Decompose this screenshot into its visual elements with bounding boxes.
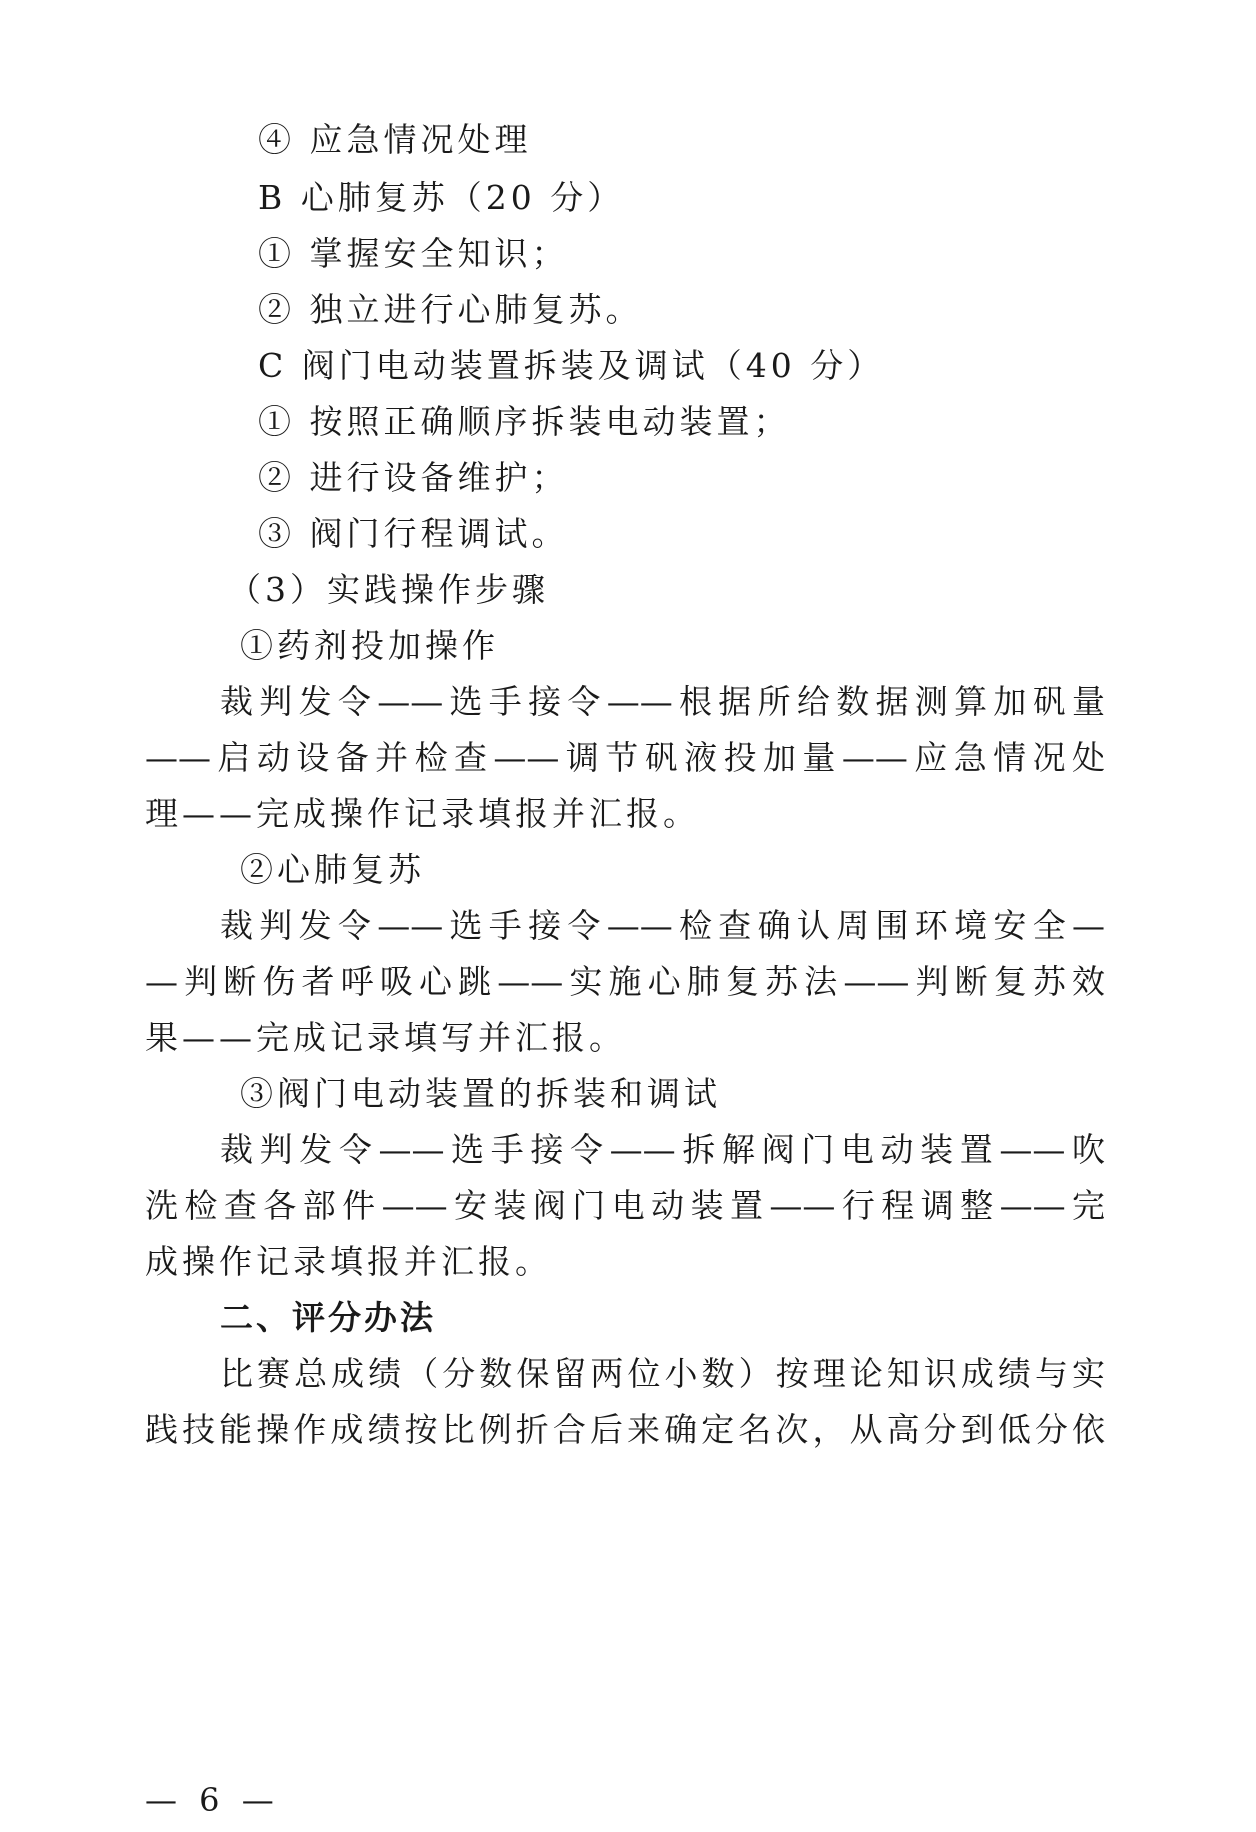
paragraph-cpr-line-3: 果——完成记录填写并汇报。 xyxy=(145,1018,626,1057)
item-independent-cpr: ② 独立进行心肺复苏。 xyxy=(258,290,643,329)
item-safety-knowledge: ① 掌握安全知识； xyxy=(258,234,569,273)
section-c-valve-heading: C 阀门电动装置拆装及调试（40 分） xyxy=(258,346,885,385)
paragraph-valve-line-3: 成操作记录填报并汇报。 xyxy=(145,1242,552,1281)
item-equipment-maintenance: ② 进行设备维护； xyxy=(258,458,569,497)
step-heading-cpr: ②心肺复苏 xyxy=(240,850,425,889)
section-scoring-heading: 二、评分办法 xyxy=(220,1298,436,1337)
paragraph-valve-line-1: 裁判发令——选手接令——拆解阀门电动装置——吹 xyxy=(220,1130,1105,1169)
paragraph-dosing-line-2: ——启动设备并检查——调节矾液投加量——应急情况处 xyxy=(145,738,1105,777)
step-heading-dosing: ①药剂投加操作 xyxy=(240,626,499,665)
paragraph-dosing-line-1: 裁判发令——选手接令——根据所给数据测算加矾量 xyxy=(220,682,1105,721)
paragraph-cpr-line-1: 裁判发令——选手接令——检查确认周围环境安全— xyxy=(220,906,1105,945)
page-number: — 6 — xyxy=(145,1781,280,1819)
paragraph-scoring-line-1: 比赛总成绩（分数保留两位小数）按理论知识成绩与实 xyxy=(220,1354,1105,1393)
paragraph-scoring-line-2: 践技能操作成绩按比例折合后来确定名次，从高分到低分依 xyxy=(145,1410,1105,1449)
paragraph-cpr-line-2: —判断伤者呼吸心跳——实施心肺复苏法——判断复苏效 xyxy=(145,962,1105,1001)
item-valve-stroke-test: ③ 阀门行程调试。 xyxy=(258,514,569,553)
paragraph-dosing-line-3: 理——完成操作记录填报并汇报。 xyxy=(145,794,700,833)
step-heading-valve: ③阀门电动装置的拆装和调试 xyxy=(240,1074,721,1113)
section-b-cpr-heading: B 心肺复苏（20 分） xyxy=(258,178,625,217)
paragraph-valve-line-2: 洗检查各部件——安装阀门电动装置——行程调整——完 xyxy=(145,1186,1105,1225)
item-emergency-handling: ④ 应急情况处理 xyxy=(258,120,532,159)
item-disassemble-in-order: ① 按照正确顺序拆装电动装置； xyxy=(258,402,791,441)
practice-steps-heading: （3）实践操作步骤 xyxy=(228,570,549,609)
